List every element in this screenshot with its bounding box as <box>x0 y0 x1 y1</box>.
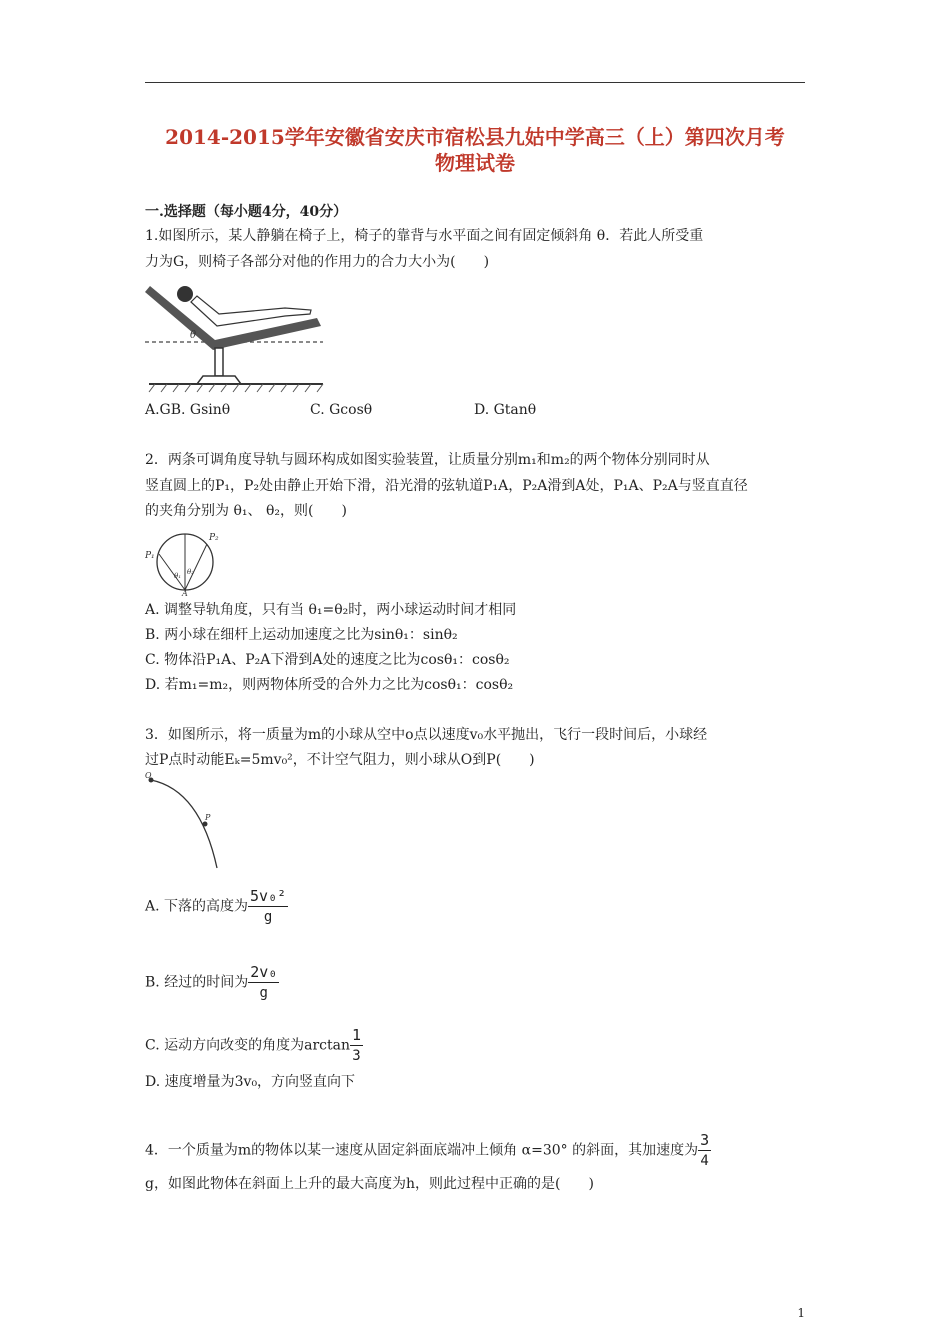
q3-option-b-numerator: 2v₀ <box>250 963 278 981</box>
q2-line2: 竖直圆上的P₁，P₂处由静止开始下滑，沿光滑的弦轨道P₁A，P₂A滑到A处，P₁A、P₂A与竖直直径 <box>145 478 748 494</box>
page-number: 1 <box>797 1306 805 1320</box>
q2-circle-figure <box>145 530 235 596</box>
q1-chair-base <box>197 376 241 384</box>
q1-line2: 力为G，则椅子各部分对他的作用力的合力大小为( ) <box>145 254 490 270</box>
q2-option-c: C. 物体沿P₁A、P₂A下滑到A处的速度之比为cosθ₁：cosθ₂ <box>145 652 510 668</box>
q1-chair-figure <box>145 278 325 396</box>
q3-option-a-denominator: g <box>263 909 273 925</box>
q3-option-c-numerator: 1 <box>351 1026 362 1044</box>
q4-line2: g，如图此物体在斜面上上升的最大高度为h，则此过程中正确的是( ) <box>145 1176 594 1192</box>
q3-option-c-denominator: 3 <box>352 1048 361 1064</box>
q1-theta-label: θ <box>190 330 197 341</box>
q2-option-b: B. 两小球在细杆上运动加速度之比为sinθ₁：sinθ₂ <box>145 627 458 643</box>
q2-line1: 2．两条可调角度导轨与圆环构成如图实验装置，让质量分别m₁和m₂的两个物体分别同时从 <box>145 452 710 468</box>
q3-option-a-text: A. 下落的高度为 <box>145 898 249 915</box>
q3-option-c-fraction <box>350 1025 363 1066</box>
q4-fraction <box>698 1130 711 1171</box>
q2-option-a: A. 调整导轨角度，只有当 θ₁=θ₂时，两小球运动时间才相同 <box>145 602 517 618</box>
q1-person-head <box>177 286 193 302</box>
q2-label-theta1: θ₁ <box>174 572 182 580</box>
q3-option-b-fraction <box>248 962 279 1003</box>
q3-label-p: P <box>205 813 211 822</box>
q3-option-a-numerator: 5v₀² <box>250 887 287 905</box>
q4-line1 <box>145 1130 711 1171</box>
q3-option-a-fraction <box>248 886 288 927</box>
q3-trajectory-figure <box>145 772 225 872</box>
q1-option-d: D. Gtanθ <box>474 402 537 418</box>
q3-line2: 过P点时动能Eₖ=5mv₀²，不计空气阻力，则小球从O到P( ) <box>145 752 535 768</box>
q2-chord-p1a <box>159 554 185 590</box>
q3-point-p <box>203 822 208 827</box>
q2-label-theta2: θ₂ <box>187 568 195 576</box>
section-heading: 一.选择题（每小题4分，40分） <box>145 204 348 220</box>
q1-line1: 1.如图所示，某人静躺在椅子上，椅子的靠背与水平面之间有固定倾斜角 θ．若此人所受重 <box>145 228 704 244</box>
q3-option-b-denominator: g <box>259 985 268 1001</box>
q3-line1: 3．如图所示，将一质量为m的小球从空中o点以速度v₀水平抛出，飞行一段时间后，小球经 <box>145 727 708 743</box>
q4-fraction-denominator: 4 <box>700 1153 709 1169</box>
q3-option-d: D. 速度增量为3v₀，方向竖直向下 <box>145 1074 356 1090</box>
q4-line1-text: 4．一个质量为m的物体以某一速度从固定斜面底端冲上倾角 α=30° 的斜面，其加速度为 <box>145 1142 699 1159</box>
q3-label-o: O <box>145 772 152 780</box>
q3-option-c <box>145 1025 363 1066</box>
q1-chair-post <box>215 348 223 376</box>
header-rule <box>145 82 805 83</box>
q3-option-a <box>145 886 288 927</box>
q1-person-body <box>191 296 311 326</box>
q1-ground-hatch <box>149 384 323 392</box>
page-title-line2: 物理试卷 <box>435 151 515 175</box>
q3-option-b <box>145 962 279 1003</box>
q2-option-d: D. 若m₁=m₂，则两物体所受的合外力之比为cosθ₁：cosθ₂ <box>145 677 514 693</box>
q2-label-p1: P₁ <box>145 551 155 561</box>
q2-label-a: A <box>182 589 188 596</box>
q2-line3: 的夹角分别为 θ₁、 θ₂，则( ) <box>145 503 347 519</box>
q1-option-ab: A.GB. Gsinθ <box>145 402 231 418</box>
q3-option-b-text: B. 经过的时间为 <box>145 974 249 991</box>
q4-fraction-numerator: 3 <box>700 1131 710 1149</box>
page-title-line1: 2014-2015学年安徽省安庆市宿松县九姑中学高三（上）第四次月考 <box>165 125 785 149</box>
q3-option-c-text: C. 运动方向改变的角度为arctan <box>145 1037 350 1054</box>
q2-label-p2: P₂ <box>209 533 219 543</box>
q1-option-c: C. Gcosθ <box>310 402 373 418</box>
